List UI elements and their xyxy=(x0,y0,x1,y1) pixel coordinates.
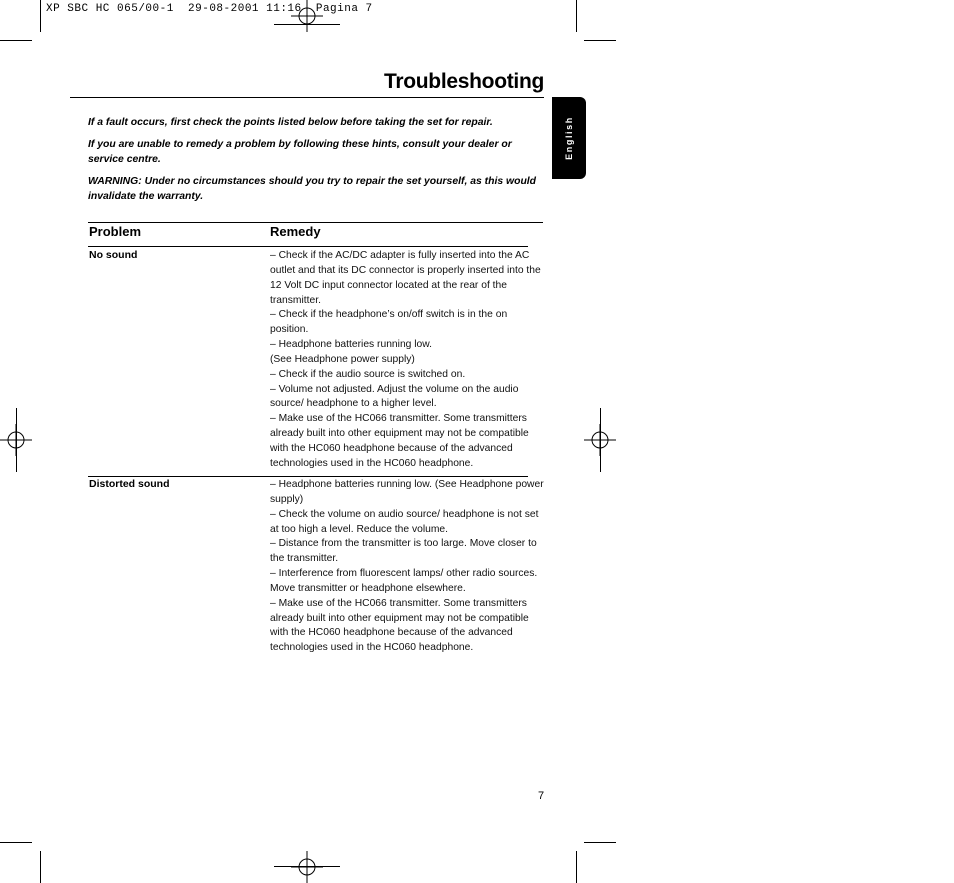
page-title: Troubleshooting xyxy=(384,70,544,93)
language-tab-label: English xyxy=(564,116,574,160)
table-top-rule xyxy=(88,222,543,223)
crop-mark xyxy=(576,851,577,883)
remedy-column-header: Remedy xyxy=(270,224,321,239)
page-number: 7 xyxy=(538,790,545,802)
remedy-item: – Check if the audio source is switched on. xyxy=(270,368,466,380)
crop-mark xyxy=(16,408,17,472)
remedy-item: – Headphone batteries running low. xyxy=(270,339,433,351)
crop-mark xyxy=(584,40,616,41)
intro-block xyxy=(88,115,548,211)
remedy-item: – Headphone batteries running low. (See Headphone power supply) xyxy=(270,479,544,505)
remedy-item: – Check the volume on audio source/ headphone is not set at too high a level. Reduce the volume. xyxy=(270,508,539,535)
crop-mark xyxy=(584,842,616,843)
intro-paragraph: If a fault occurs, first check the points listed below before taking the set for repair. xyxy=(88,117,493,128)
remedy-item: – Make use of the HC066 transmitter. Some transmitters already built into other equipment may not be compatible with the HC060 headphone because of the advanced technologies used in the HC060 headphone. xyxy=(270,413,529,469)
warning-paragraph: WARNING: Under no circumstances should you try to repair the set yourself, as this would invalidate the warranty. xyxy=(88,176,537,202)
table-header-rule xyxy=(88,246,528,247)
remedy-item: – Volume not adjusted. Adjust the volume on the audio source/ headphone to a higher level. xyxy=(270,383,519,410)
table-row-rule xyxy=(88,476,528,477)
crop-mark xyxy=(0,842,32,843)
intro-paragraph: If you are unable to remedy a problem by following these hints, consult your dealer or service centre. xyxy=(88,139,512,165)
language-tab xyxy=(552,97,586,179)
remedy-item: (See Headphone power supply) xyxy=(270,353,415,365)
crop-mark xyxy=(40,851,41,883)
remedy-item: – Check if the AC/DC adapter is fully inserted into the AC outlet and that its DC connector is properly inserted into the 12 Volt DC input connector located at the rear of the transmitter. xyxy=(270,250,541,306)
crop-mark xyxy=(576,0,577,32)
remedy-item: – Check if the headphone’s on/off switch is in the on position. xyxy=(270,309,508,336)
registration-mark-icon xyxy=(291,0,323,32)
crop-mark xyxy=(600,408,601,472)
problem-label: Distorted sound xyxy=(89,478,170,490)
title-divider xyxy=(70,97,544,98)
crop-mark xyxy=(40,0,41,32)
crop-mark xyxy=(0,40,32,41)
print-slug: XP SBC HC 065/00-1 29-08-2001 11:16 Pagina 7 xyxy=(46,3,373,15)
remedy-item: – Interference from fluorescent lamps/ other radio sources. Move transmitter or headphone elsewhere. xyxy=(270,568,538,594)
registration-mark-icon xyxy=(291,851,323,883)
problem-label: No sound xyxy=(89,249,138,261)
remedy-list xyxy=(270,478,548,656)
remedy-list xyxy=(270,249,548,472)
remedy-item: – Make use of the HC066 transmitter. Some transmitters already built into other equipment may not be compatible with the HC060 headphone because of the advanced technologies used in the HC060 headphone. xyxy=(270,597,529,654)
remedy-item: – Distance from the transmitter is too large. Move closer to the transmitter. xyxy=(270,538,537,565)
problem-column-header: Problem xyxy=(89,224,142,239)
